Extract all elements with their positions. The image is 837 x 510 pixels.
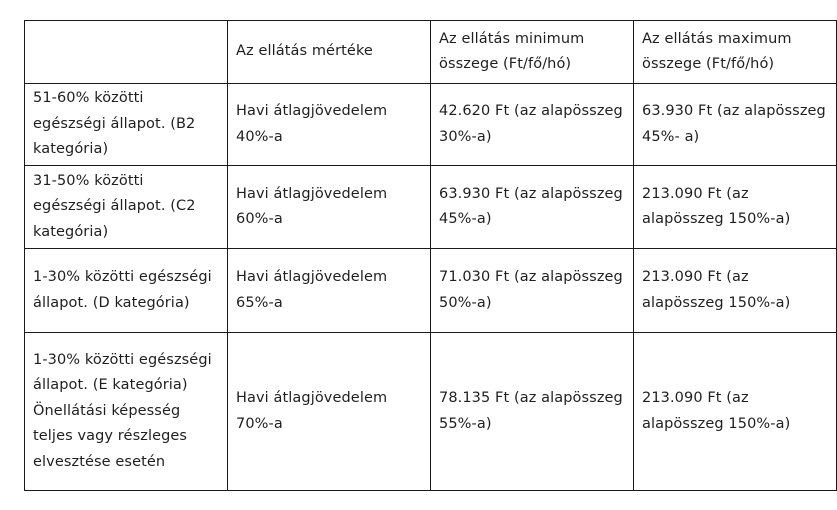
minimum-text: 63.930 Ft (az alapösszeg 45%-a) [439,185,623,227]
minimum-text: 42.620 Ft (az alapösszeg 30%-a) [439,103,623,145]
maximum-text: 63.930 Ft (az alapösszeg 45%- a) [642,103,826,145]
extent-text: Havi átlagjövedelem 60%-a [236,185,388,227]
header-extent-text: Az ellátás mértéke [236,43,373,60]
header-cell-extent [228,21,431,84]
maximum-cell [634,166,837,249]
header-maximum-text: Az ellátás maximum összege (Ft/fő/hó) [642,30,792,72]
category-text: 51-60% közötti egészségi állapot. (B2 kategória) [33,90,196,158]
header-cell-minimum [431,21,634,84]
extent-cell [228,249,431,333]
minimum-cell [431,166,634,249]
header-cell-maximum [634,21,837,84]
maximum-cell [634,249,837,333]
minimum-text: 71.030 Ft (az alapösszeg 50%-a) [439,269,623,311]
maximum-text: 213.090 Ft (az alapösszeg 150%-a) [642,269,791,311]
header-cell-empty [25,21,228,84]
extent-cell [228,84,431,166]
extent-text: Havi átlagjövedelem 65%-a [236,269,388,311]
category-cell [25,249,228,333]
minimum-text: 78.135 Ft (az alapösszeg 55%-a) [439,390,623,432]
table-row [25,84,837,166]
category-text: 1-30% közötti egészségi állapot. (D kategória) [33,269,212,311]
maximum-text: 213.090 Ft (az alapösszeg 150%-a) [642,390,791,432]
table-row [25,249,837,333]
benefit-table [24,20,837,491]
category-cell [25,84,228,166]
category-text: 31-50% közötti egészségi állapot. (C2 kategória) [33,172,196,240]
minimum-cell [431,333,634,491]
header-minimum-text: Az ellátás minimum összege (Ft/fő/hó) [439,30,585,72]
category-cell [25,166,228,249]
table-row [25,333,837,491]
table-row [25,166,837,249]
maximum-text: 213.090 Ft (az alapösszeg 150%-a) [642,185,791,227]
category-text: 1-30% közötti egészségi állapot. (E kategória) Önellátási képesség teljes vagy részleges elvesztése esetén [33,351,212,470]
table-header-row [25,21,837,84]
maximum-cell [634,333,837,491]
extent-cell [228,333,431,491]
extent-text: Havi átlagjövedelem 40%-a [236,103,388,145]
extent-text: Havi átlagjövedelem 70%-a [236,390,388,432]
maximum-cell [634,84,837,166]
minimum-cell [431,84,634,166]
extent-cell [228,166,431,249]
category-cell [25,333,228,491]
minimum-cell [431,249,634,333]
